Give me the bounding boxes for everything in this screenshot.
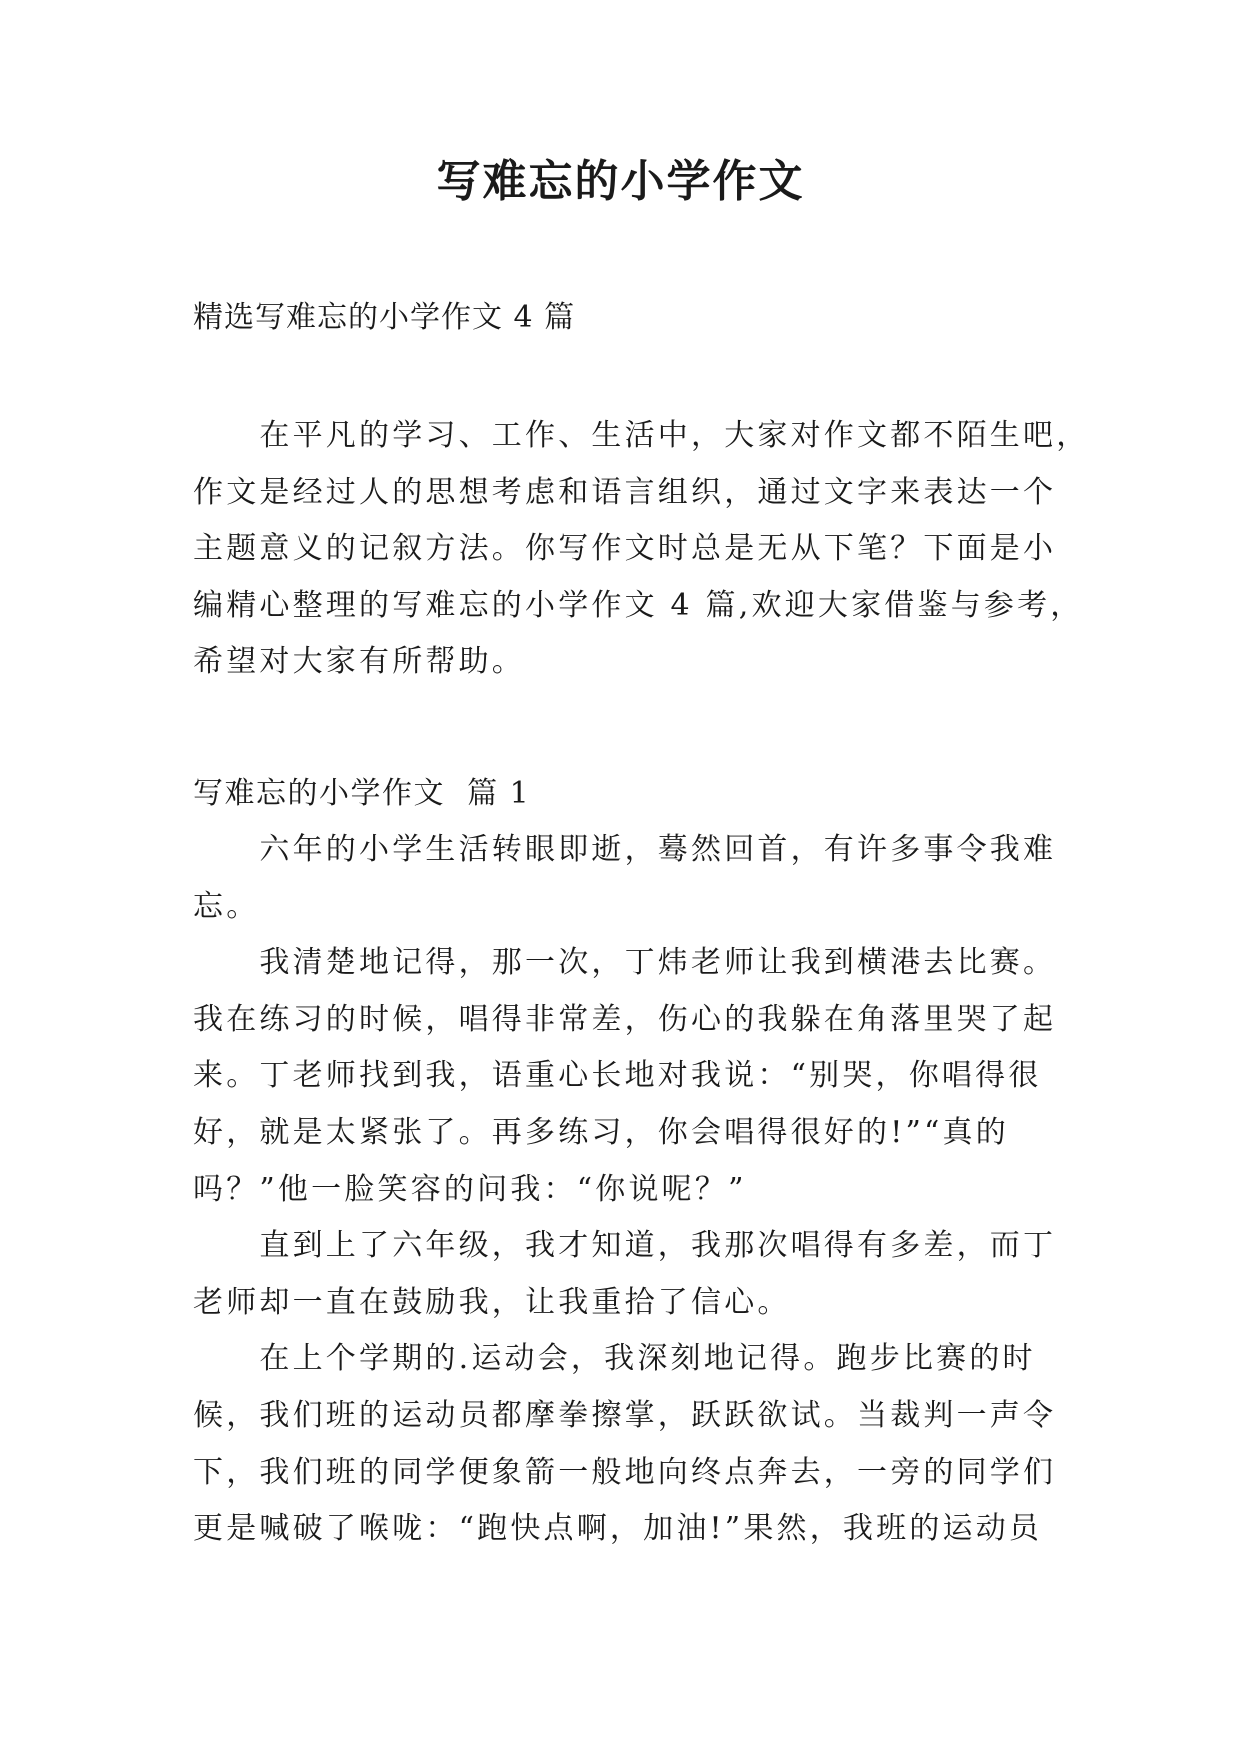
intro-line: 在平凡的学习、工作、生活中，大家对作文都不陌生吧， [193, 418, 1090, 453]
body-line: 六年的小学生活转眼即逝，蓦然回首，有许多事令我难 [193, 832, 1057, 867]
intro-line: 希望对大家有所帮助。 [193, 644, 525, 680]
essay-section-1 [193, 766, 1073, 1558]
body-line: 在上个学期的.运动会，我深刻地记得。跑步比赛的时 [193, 1341, 1036, 1377]
document-title: 写难忘的小学作文 [436, 156, 805, 207]
body-line: 忘。 [193, 888, 260, 924]
body-line: 下，我们班的同学便象箭一般地向终点奔去，一旁的同学们 [193, 1454, 1057, 1490]
body-line: 好，就是太紧张了。再多练习，你会唱得很好的!”“真的 [193, 1114, 1009, 1150]
body-line: 老师却一直在鼓励我，让我重拾了信心。 [193, 1284, 791, 1320]
intro-line: 作文是经过人的思想考虑和语言组织，通过文字来表达一个 [193, 474, 1057, 510]
intro-line: 编精心整理的写难忘的小学作文 4 篇,欢迎大家借鉴与参考， [193, 587, 1084, 623]
section-heading: 写难忘的小学作文 篇 1 [193, 776, 531, 811]
body-line: 直到上了六年级，我才知道，我那次唱得有多差，而丁 [193, 1228, 1057, 1264]
body-line: 更是喊破了喉咙：“跑快点啊，加油!”果然，我班的运动员 [193, 1511, 1043, 1547]
body-line: 我在练习的时候，唱得非常差，伤心的我躲在角落里哭了起 [193, 1001, 1057, 1037]
body-line: 来。丁老师找到我，语重心长地对我说：“别哭，你唱得很 [193, 1058, 1042, 1094]
body-line: 我清楚地记得，那一次，丁炜老师让我到横港去比赛。 [193, 945, 1057, 981]
intro-line: 主题意义的记叙方法。你写作文时总是无从下笔？下面是小 [193, 531, 1057, 567]
document-subtitle: 精选写难忘的小学作文 4 篇 [193, 300, 576, 335]
intro-paragraph [193, 408, 1090, 691]
body-line: 候，我们班的运动员都摩拳擦掌，跃跃欲试。当裁判一声令 [193, 1397, 1057, 1433]
body-line: 吗？”他一脸笑容的问我：“你说呢？” [193, 1171, 747, 1207]
